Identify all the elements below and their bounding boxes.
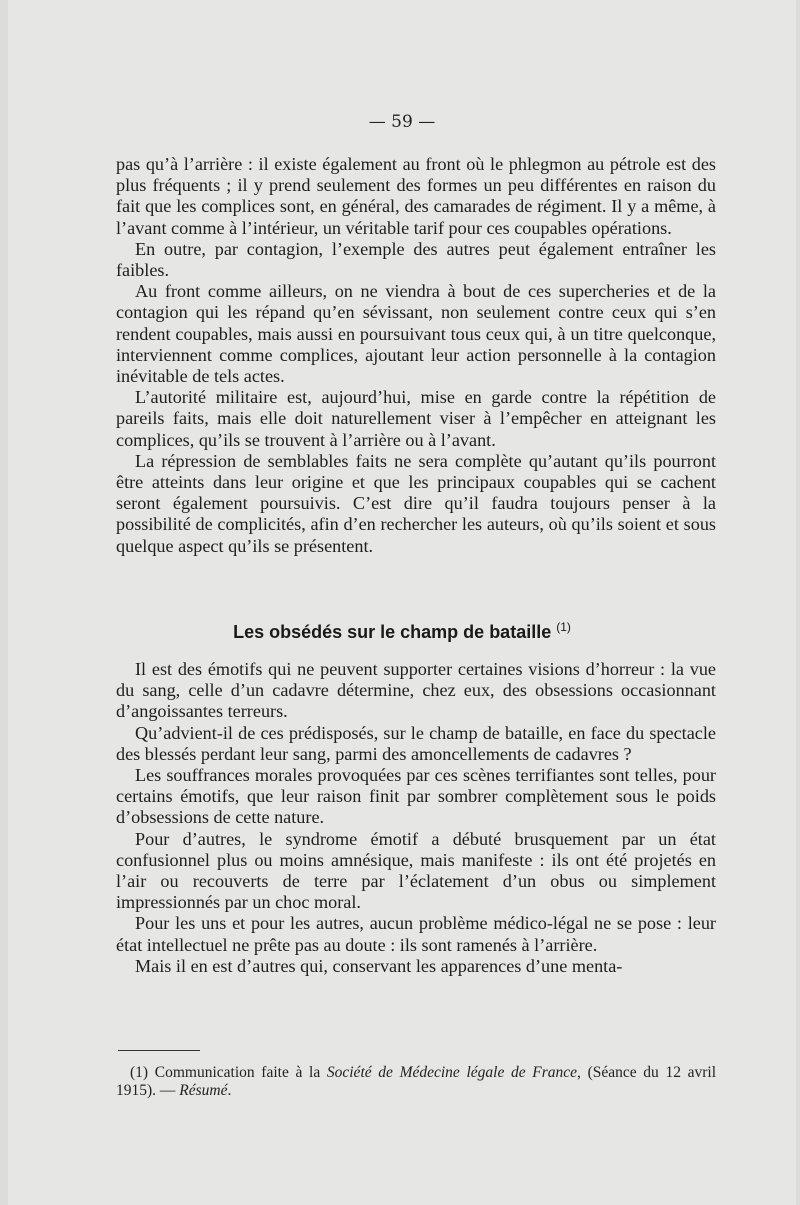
footnote: (1) Communication faite à la Société de Médecine légale de France, (Séance du 12 avril 1915). — Résumé.	[116, 1064, 717, 1099]
footnote-society: Société de Médecine légale de France	[326, 1064, 578, 1081]
paragraph: Mais il en est d’autres qui, conservant les apparences d’une menta-	[135, 955, 623, 976]
paragraph: L’autorité militaire est, aujourd’hui, mise en garde contre la répétition de pareils faits, mais elle doit naturellement viser à l’empêcher en atteignant les complices, qu’ils se trouvent à l’arrière ou à l’avant.	[116, 387, 716, 450]
footnote-divider	[118, 1050, 200, 1051]
paragraph: La répression de semblables faits ne sera complète qu’autant qu’ils pourront être atteints dans leur origine et que les principaux coupables qui se cachent seront également poursuivis. C’est dire qu’il faudra toujours penser à la possibilité de complicités, afin d’en rechercher les auteurs, où qu’ils soient et sous quelque aspect qu’ils se présentent.	[116, 450, 716, 556]
paragraph: Au front comme ailleurs, on ne viendra à bout de ces supercheries et de la contagion qui les répand qu’en sévissant, non seulement contre ceux qui s’en rendent coupables, mais aussi en poursuivant tous ceux qui, à un titre quelconque, interviennent comme complices, ajoutant leur action personnelle à la contagion inévitable de tels actes.	[116, 281, 716, 387]
paragraph: Pour les uns et pour les autres, aucun problème médico-légal ne se pose : leur état intellectuel ne prête pas au doute : ils sont ramenés à l’arrière.	[116, 913, 716, 955]
page-number: — 59 —	[368, 112, 436, 132]
section-heading-text: Les obsédés sur le champ de bataille	[233, 622, 552, 642]
section-heading	[8, 620, 796, 643]
footnote-reference: (1)	[556, 620, 571, 634]
section-continued-text	[116, 154, 716, 557]
paragraph: En outre, par contagion, l’exemple des autres peut également entraîner les faibles.	[116, 238, 716, 281]
book-page	[8, 0, 796, 1205]
paragraph: Pour d’autres, le syndrome émotif a débuté brusquement par un état confusionnel plus ou moins amnésique, mais manifeste : ils ont été projetés en l’air ou recouverts de terre par l’éclatement d’un obus ou simplement impressionnés par un choc moral.	[116, 828, 716, 913]
paragraph: Il est des émotifs qui ne peuvent supporter certaines visions d’horreur : la vue du sang, celle d’un cadavre détermine, chez eux, des obsessions occasionnant d’angoissantes terreurs.	[116, 659, 716, 722]
footnote-text: Communication faite à la	[154, 1064, 321, 1081]
paragraph: pas qu’à l’arrière : il existe également au front où le phlegmon au pétrole est des plus fréquents ; il y prend seulement des formes un peu différentes en raison du fait que les complices sont, en général, des camarades de régiment. Il y a même, à l’avant comme à l’intérieur, un véritable tarif pour ces coupables opérations.	[116, 154, 716, 238]
footnote-session: (Séance du 12 avril 1915). —	[116, 1064, 717, 1099]
paragraph: Qu’advient-il de ces prédisposés, sur le champ de bataille, en face du spectacle des blessés perdant leur sang, parmi des amoncellements de cadavres ?	[116, 722, 716, 764]
section-body-text	[116, 659, 716, 977]
footnote-summary: Résumé	[179, 1082, 228, 1099]
footnote-marker: (1)	[130, 1064, 149, 1081]
paragraph: Les souffrances morales provoquées par ces scènes terrifiantes sont telles, pour certains émotifs, que leur raison finit par sombrer complètement sous le poids d’obsessions de cette nature.	[116, 765, 716, 828]
